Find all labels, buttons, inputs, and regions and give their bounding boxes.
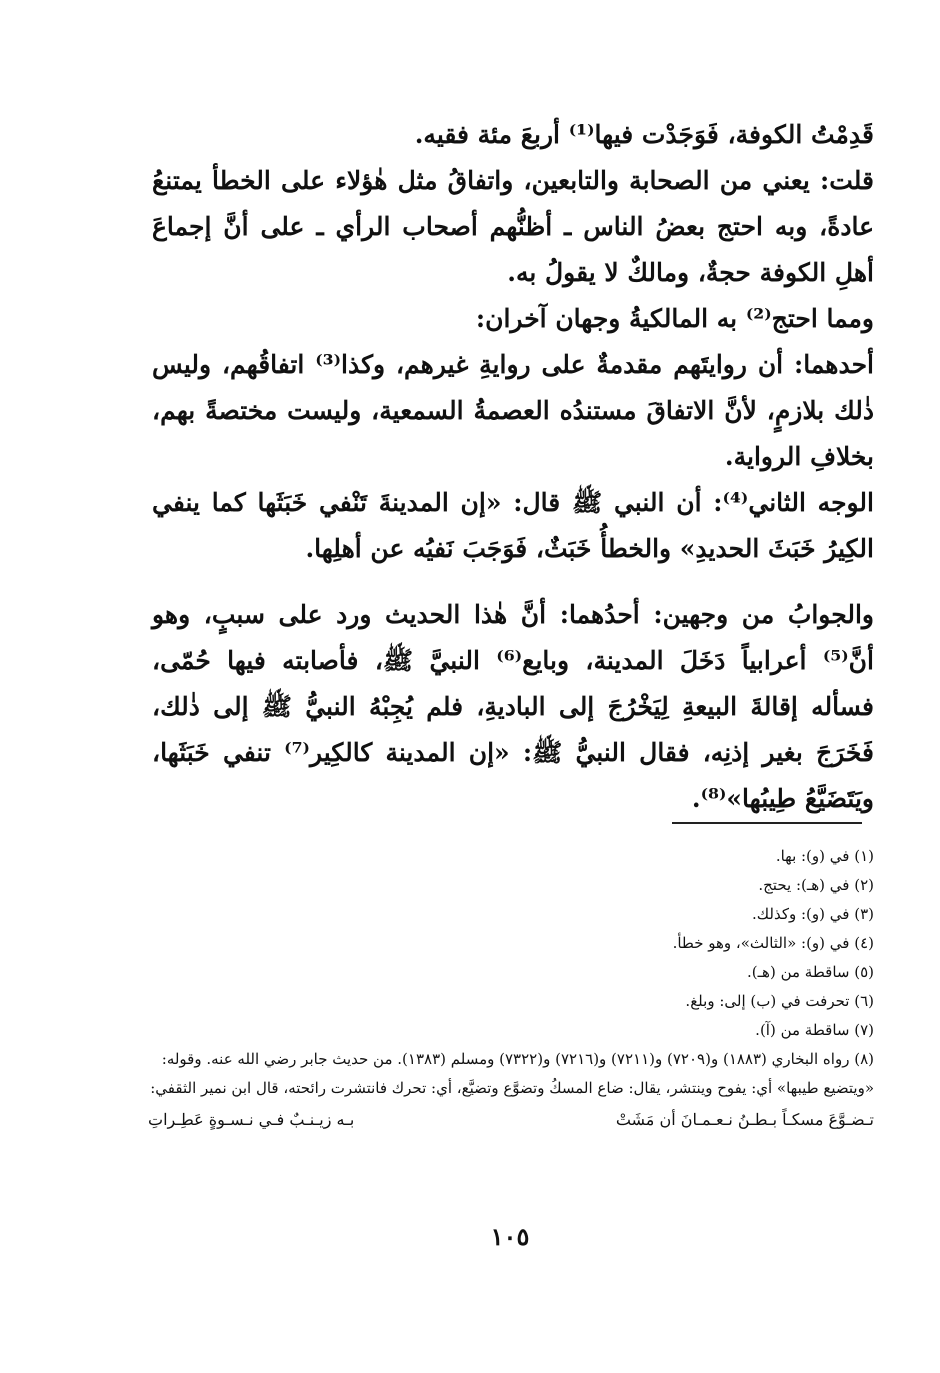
footnote-3: (٣) في (و): وكذلك. xyxy=(752,905,874,923)
poetry-verse xyxy=(148,1103,874,1137)
footnote-5: (٥) ساقطة من (هـ). xyxy=(747,963,874,981)
footnote-2: (٢) في (هـ): يحتج. xyxy=(758,876,874,894)
footnote-1: (١) في (و): بها. xyxy=(775,847,874,865)
paragraph-2: قلت: يعني من الصحابة والتابعين، واتفاقُ مثل هٰؤلاء على الخطأ يمتنعُ عادةً، وبه احتج بعضُ الناس ـ أظنُّهم أصحاب الرأي ـ على أنَّ إجماعَ أهلِ الكوفة حجةٌ، ومالكٌ لا يقولُ به. xyxy=(152,166,874,287)
paragraph-1: قَدِمْتُ الكوفة، فَوَجَدْت فيها⁽¹⁾ أربعَ مئة فقيه. xyxy=(414,120,874,149)
footnote-4: (٤) في (و): «الثالث»، وهو خطأ. xyxy=(672,934,874,952)
paragraph-3: ومما احتج⁽²⁾ به المالكيةُ وجهان آخران: xyxy=(475,304,874,333)
paragraph-5: الوجه الثاني⁽⁴⁾: أن النبي ﷺ قال: «إن المدينةَ تَنْفي خَبَثَها كما ينفي الكِيرُ خَبَثَ الحديدِ» والخطأُ خَبَثٌ، فَوَجَبَ نَفيُه عن أهلِها. xyxy=(152,488,874,563)
footnote-6: (٦) تحرفت في (ب) إلى: وبلغ. xyxy=(685,992,874,1010)
footnotes xyxy=(148,842,874,1137)
verse-first-hemistich: تـضـوَّعَ مسكـاً بـطـنُ نـعـمـانَ أن مَشَتْ xyxy=(615,1110,874,1129)
paragraph-6: والجوابُ من وجهين: أحدُهما: أنَّ هٰذا الحديث ورد على سببٍ، وهو أنَّ⁽⁵⁾ أعرابياً دَخَلَ المدينة، وبايع⁽⁶⁾ النبيَّ ﷺ، فأصابته فيها حُمّى، فسأله إقالةَ البيعةِ لِيَخْرُجَ إلى الباديةِ، فلم يُجِبْهُ النبيُّ ﷺ إلى ذٰلك، فَخَرَجَ بغير إذنِه، فقال النبيُّ ﷺ: «إن المدينة كالكِير⁽⁷⁾ تنفي خَبَثَها، ويَتَضَيَّعُ طِيبُها»⁽⁸⁾. xyxy=(152,600,875,813)
footnote-8: (٨) رواه البخاري (١٨٨٣) و(٧٢٠٩) و(٧٢١١) و(٧٢١٦) و(٧٣٢٢) ومسلم (١٣٨٣). من حديث جابر رضي الله عنه. وقوله: «ويتضيع طيبها» أي: يفوح وينتشر، يقال: ضاع المسكُ وتضوَّع وتضيَّع، أي: تحرك فانتشرت رائحته، قال ابن نمير الثقفي: xyxy=(150,1050,874,1097)
footnote-7: (٧) ساقطة من (آ). xyxy=(755,1021,874,1039)
paragraph-4: أحدهما: أن روايتَهم مقدمةٌ على روايةِ غيرهم، وكذا⁽³⁾ اتفاقُهم، وليس ذٰلك بلازمٍ، لأنَّ الاتفاقَ مستندُه العصمةُ السمعية، وليست مختصةً بهم، بخلافِ الرواية. xyxy=(152,350,874,471)
page-number: ١٠٥ xyxy=(490,1222,530,1251)
main-text xyxy=(152,112,874,822)
footnote-separator xyxy=(672,822,862,824)
verse-second-hemistich: بـه زيـنـبٌ فـي نـسـوةٍ عَطِـراتِ xyxy=(148,1110,355,1129)
